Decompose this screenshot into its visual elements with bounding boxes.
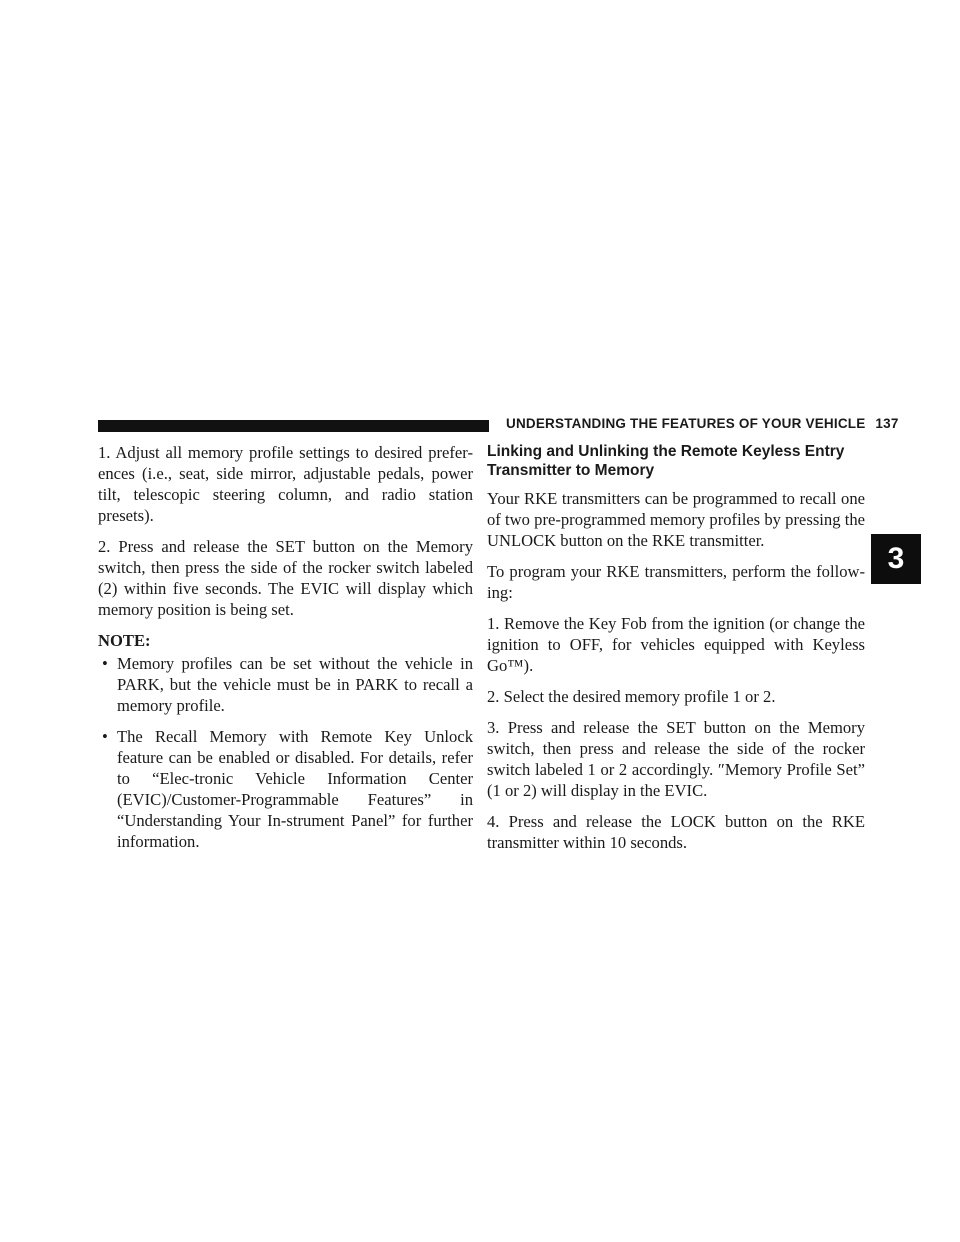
- chapter-tab: 3: [871, 534, 921, 584]
- bullet-marker: •: [102, 654, 108, 673]
- step-2-paragraph: 2. Press and release the SET button on the Memory switch, then press the side of the rocker switch labeled (2) within five seconds. The EVIC will display which memory position is being set.: [98, 537, 473, 619]
- intro-paragraph: Your RKE transmitters can be programmed to recall one of two pre-programmed memory profiles by pressing the UNLOCK button on the RKE transmitter.: [487, 489, 865, 550]
- program-step-2: 2. Select the desired memory profile 1 or 2.: [487, 687, 776, 706]
- note-bullet-item: [98, 653, 473, 716]
- program-step-1: 1. Remove the Key Fob from the ignition (or change the ignition to OFF, for vehicles equipped with Keyless Go™).: [487, 614, 865, 675]
- header-rule: [98, 420, 489, 432]
- right-column: [487, 442, 865, 863]
- left-column: [98, 442, 473, 862]
- bullet-marker: •: [102, 727, 108, 746]
- section-heading: Linking and Unlinking the Remote Keyless Entry Transmitter to Memory: [487, 443, 845, 479]
- note-bullet-item: [98, 726, 473, 852]
- page-number: 137: [875, 416, 899, 431]
- note-bullet-text: The Recall Memory with Remote Key Unlock feature can be enabled or disabled. For details, refer to “Elec-tronic Vehicle Information Center (EVIC)/Customer-Programmable Features” in “Understanding Your In-strument Panel” for further information.: [117, 727, 473, 851]
- note-bullet-text: Memory profiles can be set without the vehicle in PARK, but the vehicle must be in PARK to recall a memory profile.: [117, 654, 473, 715]
- program-intro-paragraph: To program your RKE transmitters, perform the follow-ing:: [487, 562, 865, 602]
- program-step-4: 4. Press and release the LOCK button on the RKE transmitter within 10 seconds.: [487, 812, 865, 852]
- program-step-3: 3. Press and release the SET button on the Memory switch, then press and release the side of the rocker switch labeled 1 or 2 accordingly. ″Memory Profile Set” (1 or 2) will display in the EVIC.: [487, 718, 865, 800]
- step-1-paragraph: 1. Adjust all memory profile settings to desired prefer-ences (i.e., seat, side mirror, adjustable pedals, power tilt, telescopic steering column, and radio station presets).: [98, 443, 473, 525]
- note-label: NOTE:: [98, 631, 151, 650]
- running-header: [506, 416, 899, 431]
- running-header-title: UNDERSTANDING THE FEATURES OF YOUR VEHICLE: [506, 416, 866, 431]
